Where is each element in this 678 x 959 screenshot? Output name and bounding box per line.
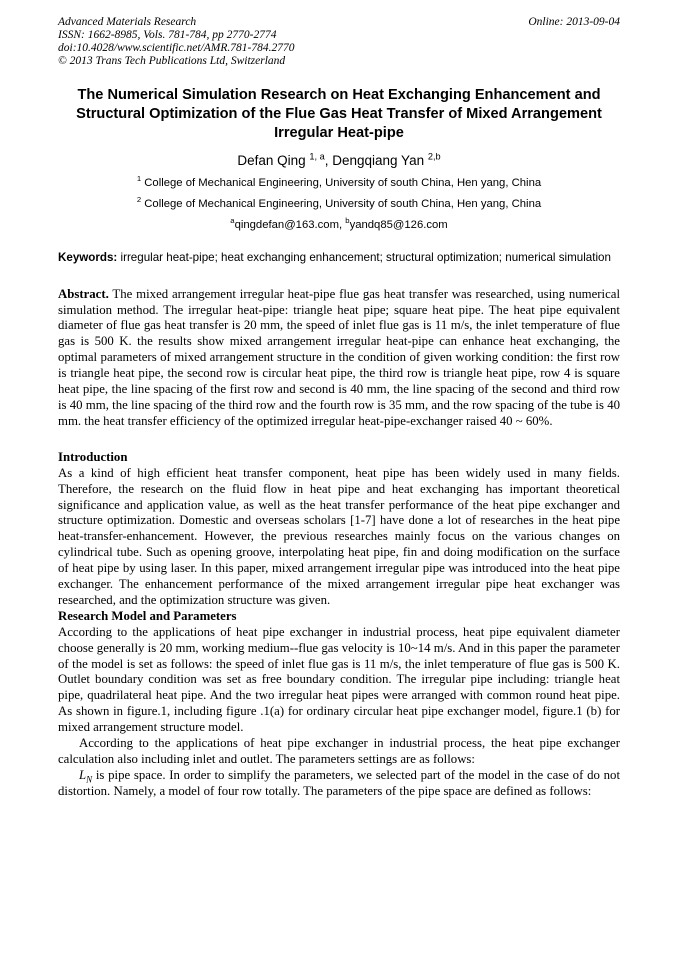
- email-a: qingdefan@163.com: [234, 219, 339, 232]
- author-1-superscript: 1, a: [309, 151, 325, 162]
- pipe-space-variable: L: [79, 767, 87, 782]
- journal-name: Advanced Materials Research: [58, 16, 197, 28]
- paper-content: [58, 0, 620, 800]
- keywords-block: [58, 250, 620, 265]
- abstract-text: The mixed arrangement irregular heat-pipe flue gas heat transfer was researched, using numerical simulation method. The irregular heat-pipe: triangle heat pipe; square heat pipe. The heat pipe equivalent diameter of flue gas heat transfer is 20 mm, the speed of inlet flue gas is 11 m/s, the inlet temperature of flue gas is 500 K. the results show mixed arrangement irregular heat-pipe can enhance heat exchanging, the optimal parameters of mixed arrangement structure in the condition of given working condition: the first row is triangle heat pipe, the second row is circular heat pipe, the third row is triangle heat pipe, row 4 is square heat pipe, the line spacing of the first row and second is 40 mm, the line spacing of the second and third row is 40 mm, the line spacing of the third row and the fourth row is 35 mm, and the row spacing of the tube is 40 mm. the heat transfer efficiency of the optimized irregular heat-pipe-exchanger raised 40 ~ 60%.: [58, 286, 620, 428]
- journal-doi: doi:10.4028/www.scientific.net/AMR.781-784.2770: [58, 42, 295, 55]
- email-a-superscript: a: [230, 216, 235, 226]
- affiliation-2: [58, 195, 620, 211]
- authors-line: [58, 153, 620, 168]
- affiliation-1-text: College of Mechanical Engineering, University of south China, Hen yang, China: [141, 177, 542, 190]
- email-b: yandq85@126.com: [349, 219, 448, 232]
- keywords-label: Keywords:: [58, 251, 118, 265]
- email-separator: ,: [339, 219, 346, 232]
- journal-copyright: © 2013 Trans Tech Publications Ltd, Switzerland: [58, 55, 286, 68]
- research-model-heading: Research Model and Parameters: [58, 608, 237, 623]
- research-paragraph-1: According to the applications of heat pipe exchanger in industrial process, heat pipe equivalent diameter choose generally is 20 mm, working medium--flue gas velocity is 10~14 m/s. And in this paper the parameter of the model is set as follows: the speed of inlet flue gas is 11 m/s, the inlet temperature of flue gas is 500 K. Outlet boundary condition was set as free boundary condition. The irregular pipe including: triangle heat pipe, quadrilateral heat pipe. And the two irregular heat pipes were arranged with common round heat pipe. As shown in figure.1, including figure .1(a) for ordinary circular heat pipe exchanger model, figure.1 (b) for mixed arrangement structure model.: [58, 624, 620, 735]
- abstract-block: [58, 287, 620, 430]
- emails-line: [58, 216, 620, 232]
- author-2-name: Dengqiang Yan: [332, 153, 428, 169]
- online-date: Online: 2013-09-04: [528, 16, 620, 28]
- author-separator: ,: [324, 153, 333, 169]
- journal-header-left: [58, 16, 294, 68]
- email-b-superscript: b: [345, 216, 350, 226]
- affiliation-2-text: College of Mechanical Engineering, University of south China, Hen yang, China: [141, 198, 542, 211]
- research-paragraph-3-text: is pipe space. In order to simplify the parameters, we selected part of the model in the case of do not distortion. Namely, a model of four row totally. The parameters of the pipe space are defined as follows:: [58, 767, 620, 798]
- author-2-superscript: 2,b: [427, 151, 441, 162]
- paper-title: The Numerical Simulation Research on Heat Exchanging Enhancement and Structural Optimization of the Flue Gas Heat Transfer of Mixed Arrangement Irregular Heat-pipe: [76, 87, 602, 142]
- journal-issn: ISSN: 1662-8985, Vols. 781-784, pp 2770-2774: [58, 29, 277, 42]
- journal-header: [58, 0, 620, 68]
- research-paragraph-2: According to the applications of heat pipe exchanger in industrial process, the heat pipe exchanger calculation also including inlet and outlet. The parameters settings are as follows:: [58, 736, 620, 767]
- affiliation-1: [58, 174, 620, 190]
- pipe-space-variable-subscript: N: [86, 774, 93, 785]
- keywords-text: irregular heat-pipe; heat exchanging enhancement; structural optimization; numerical simulation: [117, 251, 611, 265]
- introduction-paragraph: As a kind of high efficient heat transfer component, heat pipe has been widely used in many fields. Therefore, the research on the fluid flow in heat pipe and heat exchanging has important theoretical significance and application value, as well as the heat transfer performance of the heat pipe exchanger and structure optimization. Domestic and overseas scholars [1-7] have done a lot of researches in the heat pipe heat-transfer-enhancement. However, the previous researches mainly focus on the various changes on cylindrical tube. Such as opening groove, interpolating heat pipe, fin and doing modification on the surface of heat pipe by using laser. In this paper, mixed arrangement irregular pipe was introduced into the heat pipe exchanger. The enhancement performance of the mixed arrangement irregular pipe heat exchanger was researched, and the optimization structure was given.: [58, 465, 620, 607]
- research-paragraph-3: [58, 768, 620, 800]
- affiliation-1-superscript: 1: [136, 174, 142, 184]
- abstract-label: Abstract.: [58, 286, 109, 301]
- author-1-name: Defan Qing: [237, 153, 310, 169]
- affiliation-2-superscript: 2: [136, 195, 142, 205]
- introduction-heading: Introduction: [58, 449, 128, 464]
